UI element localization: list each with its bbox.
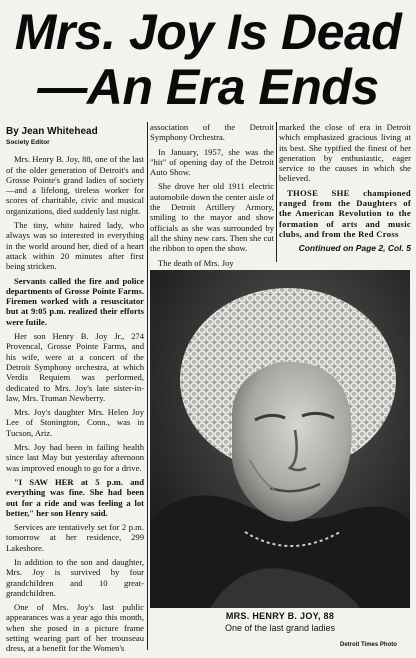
paragraph: One of Mrs. Joy's last public appearances was a year ago this month, when she posed in a picture frame setting wearing part of her trousseau dress, at a benefit for the Women's	[6, 602, 144, 654]
paragraph: THOSE SHE championed ranged from the Daughters of the American Revolution to the formation of arts and music clubs, and from the Red Cross	[279, 187, 411, 239]
article-column-2	[150, 122, 274, 272]
portrait-illustration	[150, 270, 410, 608]
paragraph: The tiny, white haired lady, who always was so interested in everything in the world around her, died of a heart attack within 20 minutes after first being stricken.	[6, 220, 144, 272]
paragraph: Mrs. Henry B. Joy, 88, one of the last of the older generation of Detroit's and Grosse Pointe's grand ladies of society—and a lifelong, tireless worker for scores of charitable, civic and musical organizations, died suddenly last night.	[6, 154, 144, 216]
portrait-photo	[150, 270, 410, 608]
paragraph: Services are tentatively set for 2 p.m. tomorrow at her residence, 299 Lakeshore.	[6, 522, 144, 553]
paragraph: The death of Mrs. Joy	[158, 257, 234, 268]
article-column-3	[279, 122, 411, 254]
headline	[6, 4, 410, 114]
paragraph: association of the Detroit Symphony Orchestra.	[150, 122, 274, 143]
column-divider	[276, 122, 277, 262]
paragraph: In January, 1957, she was the "hit" of opening day of the Detroit Auto Show.	[150, 146, 274, 178]
column-divider	[147, 122, 148, 650]
paragraph: marked the close of era in Detroit which emphasized gracious living at its best. She typified the finest of her generation by enthusiastic, eager service to the causes in which she believed.	[279, 122, 411, 184]
paragraph: In addition to the son and daughter, Mrs. Joy is survived by four grandchildren and 10 great-grandchildren.	[6, 556, 144, 598]
byline-name: By Jean Whitehead	[6, 126, 98, 137]
paragraph: Mrs. Joy had been in failing health since last May but yesterday afternoon was improved enough to go for a drive.	[6, 442, 144, 473]
article-column-1	[6, 124, 144, 658]
photo-credit: Detroit Times Photo	[340, 642, 397, 648]
paragraph: Mrs. Joy's daughter Mrs. Helen Joy Lee of Stonington, Conn., was in Tucson, Ariz.	[6, 407, 144, 438]
caption-subtitle: One of the last grand ladies	[224, 623, 336, 633]
paragraph: She drove her old 1911 electric automobile down the center aisle of the Detroit Artillery Armory, smiling to the mayor and show officials as she was surrounded by all the shiny new cars. Then she cut the ribbon to open the show.	[150, 181, 274, 254]
paragraph: "I SAW HER at 5 p.m. and everything was fine. She had been out for a ride and was feeling a lot better," her son Henry said.	[6, 476, 144, 518]
paragraph: Her son Henry B. Joy Jr., 274 Provencal, Grosse Pointe Farms, and his wife, were at a concert of the Detroit Symphony orchestra, at which Verdis Requiem was performed, dedicated to Mrs. Joy's late sister-in-law, Mrs. Truman Newberry.	[6, 331, 144, 403]
continued-line: Continued on Page 2, Col. 5	[298, 243, 411, 254]
byline-role: Society Editor	[6, 139, 50, 146]
headline-line-2: —An Era Ends	[37, 59, 379, 115]
headline-line-1: Mrs. Joy Is Dead	[14, 4, 402, 60]
paragraph: Servants called the fire and police departments of Grosse Pointe Farms. Firemen worked with a resuscitator but at 9:05 p.m. realized their efforts were futile.	[6, 275, 144, 327]
caption-name: MRS. HENRY B. JOY, 88	[225, 611, 335, 621]
photo-caption	[150, 611, 410, 634]
